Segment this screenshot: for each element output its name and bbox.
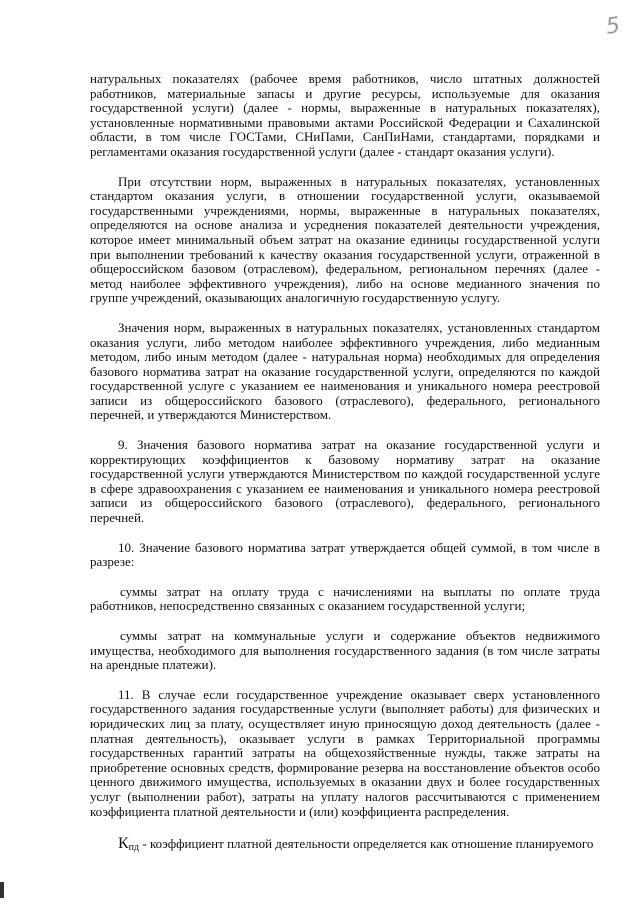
coefficient-symbol: К [118, 835, 129, 853]
paragraph-norm-values: Значения норм, выраженных в натуральных показателях, установленных стандартом оказания услуги, либо методом наиболее эффективного учреждения, либо медианным методом, либо иным методом (далее - натуральная норма) необходимых для определения базового норматива затрат на оказание государственной услуги, определяются по каждой государственной услуге с указанием ее наименования и уникального номера реестровой записи из общероссийского базового (отраслевого), федерального, регионального перечней, и утверждаются Министерством. [90, 319, 600, 423]
paragraph-coefficient-definition [90, 837, 600, 856]
document-body [90, 72, 600, 871]
paragraph-continuation: натуральных показателях (рабочее время работников, число штатных должностей работников, материальные запасы и другие ресурсы, используемые для оказания государственной услуги) (далее - нормы, выраженные в натуральных показателях), установленные нормативными правовыми актами Российской Федерации и Сахалинской области, в том числе ГОСТами, СНиПами, СанПиНами, стандартами, порядками и регламентами оказания государственной услуги (далее - стандарт оказания услуги). [90, 71, 600, 159]
paragraph-no-norms: При отсутствии норм, выраженных в натуральных показателях, установленных стандартом оказания услуги, в отношении государственной услуги, оказываемой государственными учреждениями, нормы, выраженные в натуральных показателях, определяются на основе анализа и усреднения показателей деятельности учреждения, которое имеет минимальный объем затрат на оказание единицы государственной услуги при выполнении требований к качеству оказания государственной услуги, отраженной в общероссийском базовом (отраслевом), федеральном, региональном перечнях (далее - метод наиболее эффективного учреждения), либо на основе медианного значения по группе учреждений, оказывающих аналогичную государственную услугу. [90, 173, 600, 306]
coefficient-subscript: пд [128, 842, 140, 854]
scan-edge-mark [0, 882, 4, 898]
paragraph-labor-costs: суммы затрат на оплату труда с начислениями на выплаты по оплате труда работников, непосредственно связанных с оказанием государственной услуги; [90, 583, 600, 614]
paragraph-utility-costs: суммы затрат на коммунальные услуги и содержание объектов недвижимого имущества, необходимого для выполнения государственного задания (в том числе затраты на арендные платежи). [90, 628, 600, 673]
paragraph-item-9: 9. Значения базового норматива затрат на оказание государственной услуги и корректирующих коэффициентов к базовому нормативу затрат на оказание государственной услуги утверждаются Министерством по каждой государственной услуге в сфере здравоохранения с указанием ее наименования и уникального номера реестровой записи из общероссийского базового (отраслевого), федерального, регионального перечней. [90, 437, 600, 526]
paragraph-item-11: 11. В случае если государственное учреждение оказывает сверх установленного государственного задания государственные услуги (выполняет работы) для физических и юридических лиц за плату, осуществляет иную приносящую доход деятельность (далее - платная деятельность), оказывает услуги в рамках Территориальной программы государственных гарантий затраты на общехозяйственные нужды, также затраты на приобретение основных средств, формирование резерва на восстановление объектов особо ценного движимого имущества, используемых в оказании двух и более государственных услуг (выполнении работ), затраты на уплату налогов рассчитываются с применением коэффициента платной деятельности и (или) коэффициента распределения. [90, 686, 600, 819]
paragraph-item-10: 10. Значение базового норматива затрат утверждается общей суммой, в том числе в разрезе: [90, 539, 600, 570]
coefficient-text: - коэффициент платной деятельности определяется как отношение планируемого [139, 836, 594, 852]
page-number: 5 [604, 13, 622, 40]
